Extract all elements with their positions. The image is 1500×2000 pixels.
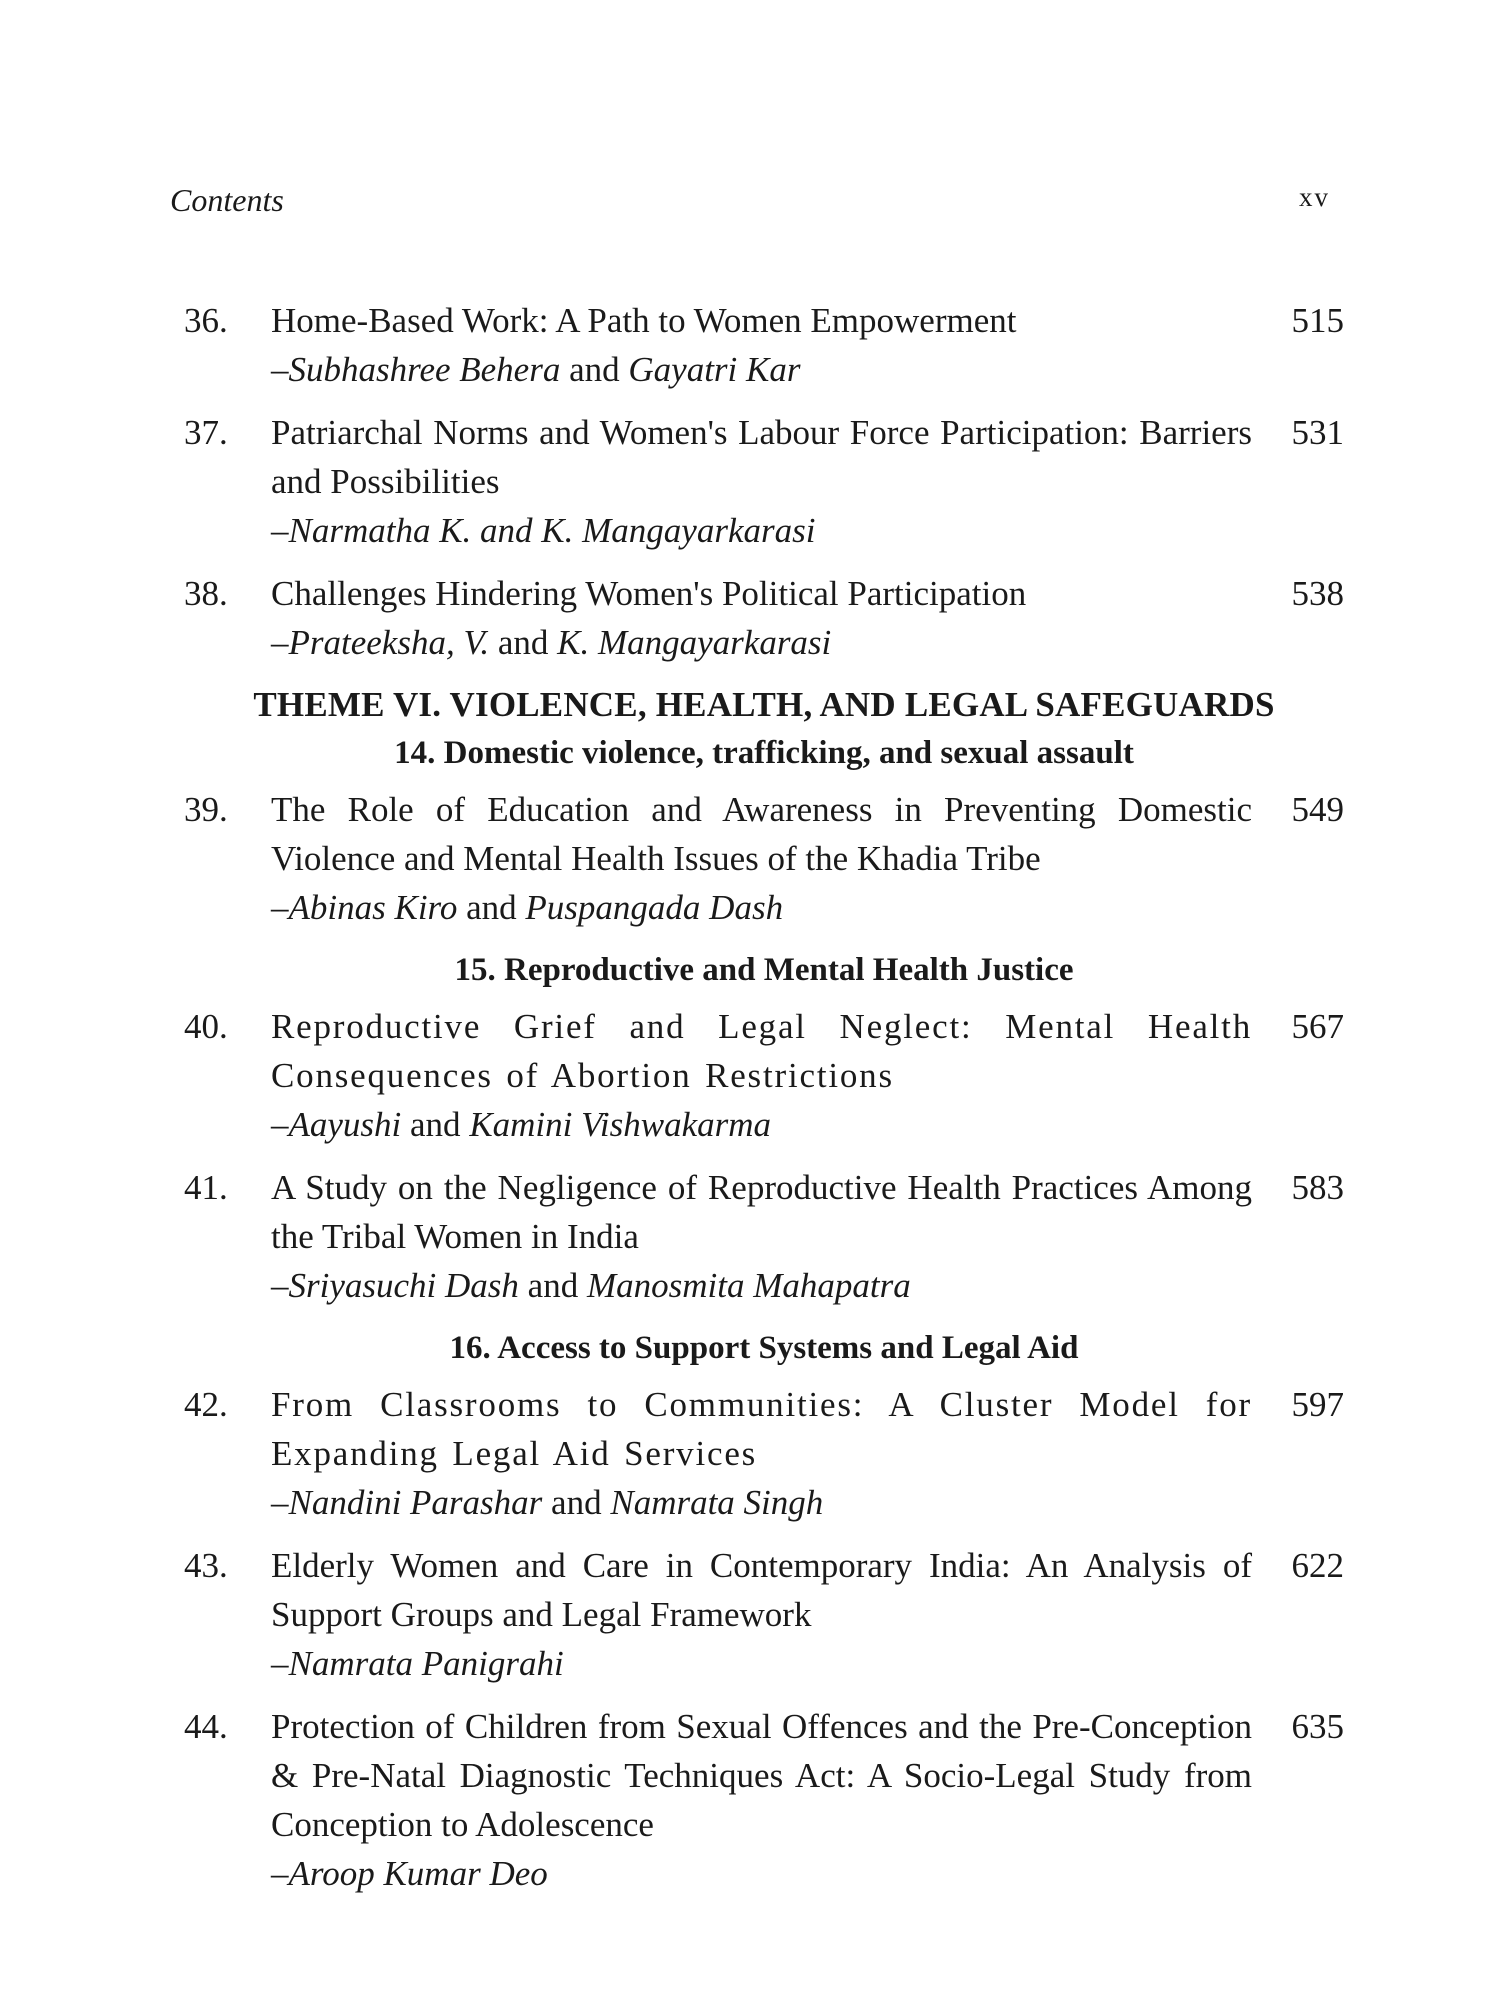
entry-page-number: 597 xyxy=(1291,1385,1344,1424)
entry-number: 44. xyxy=(184,1707,228,1746)
author-separator: – xyxy=(271,1105,289,1144)
entry-page-number: 622 xyxy=(1291,1546,1344,1585)
author-separator: – xyxy=(271,350,289,389)
entry-page-number: 549 xyxy=(1291,790,1344,829)
author-name: Kamini Vishwakarma xyxy=(469,1105,772,1144)
entry-title: Reproductive Grief and Legal Neglect: Mental Health Consequences of Abortion Restrictions xyxy=(271,1007,1252,1095)
toc-entry-39 xyxy=(184,785,1344,932)
table-of-contents xyxy=(184,296,1344,1912)
entry-number: 40. xyxy=(184,1007,228,1046)
author-separator: – xyxy=(271,1266,289,1305)
entry-page-number: 583 xyxy=(1291,1168,1344,1207)
entry-title: A Study on the Negligence of Reproductive Health Practices Among the Tribal Women in India xyxy=(271,1168,1252,1256)
page-folio: xv xyxy=(1299,182,1330,212)
entry-authors xyxy=(271,1100,1252,1149)
author-name: K. Mangayarkarasi xyxy=(557,623,832,662)
toc-entry-44 xyxy=(184,1702,1344,1898)
toc-entry-38 xyxy=(184,569,1344,667)
toc-entry-41 xyxy=(184,1163,1344,1310)
entry-number: 36. xyxy=(184,301,228,340)
entry-authors xyxy=(271,1478,1252,1527)
author-name: Aayushi xyxy=(288,1105,402,1144)
entry-authors xyxy=(271,883,1252,932)
author-name: Aroop Kumar Deo xyxy=(288,1854,548,1893)
toc-entry-36 xyxy=(184,296,1344,394)
author-name: Abinas Kiro xyxy=(288,888,458,927)
entry-page-number: 531 xyxy=(1291,413,1344,452)
author-name: Gayatri Kar xyxy=(628,350,801,389)
entry-title: From Classrooms to Communities: A Cluster Model for Expanding Legal Aid Services xyxy=(271,1385,1252,1473)
toc-entry-42 xyxy=(184,1380,1344,1527)
entry-title: Home-Based Work: A Path to Women Empowerment xyxy=(271,301,1017,340)
entry-page-number: 635 xyxy=(1291,1707,1344,1746)
entry-authors xyxy=(271,506,1252,555)
entry-number: 43. xyxy=(184,1546,228,1585)
author-separator: – xyxy=(271,888,289,927)
entry-authors xyxy=(271,618,1252,667)
entry-number: 41. xyxy=(184,1168,228,1207)
entry-number: 39. xyxy=(184,790,228,829)
author-separator: and xyxy=(518,1266,587,1305)
author-separator: – xyxy=(271,1854,289,1893)
author-name: Manosmita Mahapatra xyxy=(586,1266,911,1305)
entry-number: 37. xyxy=(184,413,228,452)
section-heading-14: 14. Domestic violence, trafficking, and sexual assault xyxy=(394,735,1134,771)
author-separator: and xyxy=(542,1483,611,1522)
author-separator: and xyxy=(457,888,526,927)
entry-title: Elderly Women and Care in Contemporary India: An Analysis of Support Groups and Legal Framework xyxy=(271,1546,1252,1634)
entry-authors xyxy=(271,345,1252,394)
entry-authors xyxy=(271,1639,1252,1688)
author-name: Sriyasuchi Dash xyxy=(288,1266,519,1305)
running-title: Contents xyxy=(170,182,284,218)
running-head xyxy=(170,182,1330,226)
section-heading-15: 15. Reproductive and Mental Health Justice xyxy=(454,952,1074,988)
author-separator: – xyxy=(271,1644,289,1683)
entry-authors xyxy=(271,1849,1252,1898)
author-name: Namrata Singh xyxy=(610,1483,824,1522)
entry-page-number: 538 xyxy=(1291,574,1344,613)
entry-number: 42. xyxy=(184,1385,228,1424)
entry-title: Protection of Children from Sexual Offences and the Pre-Conception & Pre-Natal Diagnostic Techniques Act: A Socio-Legal Study from Conception to Adolescence xyxy=(271,1707,1252,1844)
author-name: Namrata Panigrahi xyxy=(288,1644,564,1683)
toc-entry-40 xyxy=(184,1002,1344,1149)
author-name: Prateeksha, V. xyxy=(288,623,490,662)
entry-authors xyxy=(271,1261,1252,1310)
author-name: Subhashree Behera xyxy=(288,350,561,389)
author-name: Puspangada Dash xyxy=(525,888,784,927)
theme-heading: THEME VI. VIOLENCE, HEALTH, AND LEGAL SAFEGUARDS xyxy=(253,685,1275,724)
author-name: Nandini Parashar xyxy=(288,1483,543,1522)
author-separator: – xyxy=(271,1483,289,1522)
entry-title: Challenges Hindering Women's Political Participation xyxy=(271,574,1027,613)
entry-number: 38. xyxy=(184,574,228,613)
author-separator: and xyxy=(560,350,629,389)
section-heading-16: 16. Access to Support Systems and Legal Aid xyxy=(449,1330,1079,1366)
author-separator: and xyxy=(489,623,558,662)
entry-title: The Role of Education and Awareness in Preventing Domestic Violence and Mental Health Issues of the Khadia Tribe xyxy=(271,790,1252,878)
entry-page-number: 515 xyxy=(1291,301,1344,340)
entry-page-number: 567 xyxy=(1291,1007,1344,1046)
toc-entry-37 xyxy=(184,408,1344,555)
author-name: Narmatha K. and K. Mangayarkarasi xyxy=(288,511,816,550)
toc-entry-43 xyxy=(184,1541,1344,1688)
author-separator: – xyxy=(271,623,289,662)
author-separator: and xyxy=(401,1105,470,1144)
entry-title: Patriarchal Norms and Women's Labour Force Participation: Barriers and Possibilities xyxy=(271,413,1252,501)
author-separator: – xyxy=(271,511,289,550)
